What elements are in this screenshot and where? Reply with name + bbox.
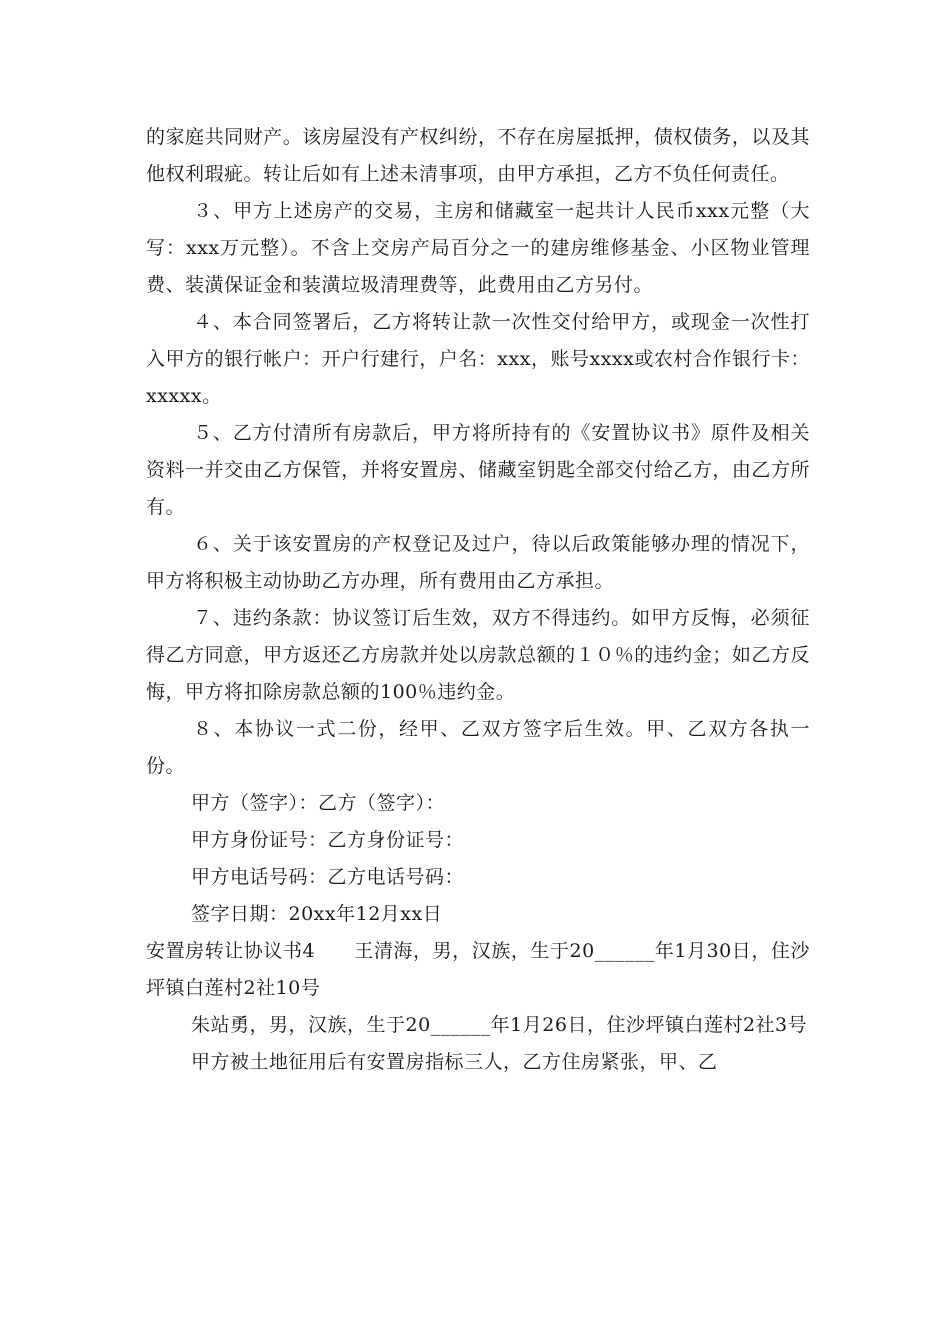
next-agreement-heading: 安置房转让协议书4 王清海，男，汉族，生于20______年1月30日，住沙坪镇白莲村2社10号 — [146, 940, 810, 999]
party-b-info: 朱站勇，男，汉族，生于20______年1月26日，住沙坪镇白莲村2社3号 — [191, 1014, 808, 1036]
document-body — [146, 119, 810, 1081]
signature-line-date: 签字日期：20xx年12月xx日 — [191, 903, 443, 925]
paragraph-background: 甲方被土地征用后有安置房指标三人，乙方住房紧张，甲、乙 — [191, 1051, 718, 1073]
paragraph-clause-6: ６、关于该安置房的产权登记及过户，待以后政策能够办理的情况下，甲方将积极主动协助乙方办理，所有费用由乙方承担。 — [146, 533, 810, 592]
paragraph-clause-7: ７、违约条款：协议签订后生效，双方不得违约。如甲方反悔，必须征得乙方同意，甲方返还乙方房款并处以房款总额的１０％的违约金；如乙方反悔，甲方将扣除房款总额的100％违约金。 — [146, 607, 810, 703]
paragraph-clause-4: ４、本合同签署后，乙方将转让款一次性交付给甲方，或现金一次性打入甲方的银行帐户：开户行建行，户名：xxx，账号xxxx或农村合作银行卡：xxxxx。 — [146, 311, 810, 407]
signature-line-party-sign: 甲方（签字）：乙方（签字）： — [191, 792, 446, 814]
paragraph-property-status: 的家庭共同财产。该房屋没有产权纠纷，不存在房屋抵押，债权债务，以及其他权利瑕疵。转让后如有上述未清事项，由甲方承担，乙方不负任何责任。 — [146, 126, 810, 185]
paragraph-clause-3: ３、甲方上述房产的交易，主房和储藏室一起共计人民币xxx元整（大写：xxx万元整）。不含上交房产局百分之一的建房维修基金、小区物业管理费、装潢保证金和装潢垃圾清理费等，此费用由乙方另付。 — [146, 200, 810, 296]
paragraph-clause-8: ８、本协议一式二份，经甲、乙双方签字后生效。甲、乙双方各执一份。 — [146, 718, 810, 777]
paragraph-clause-5: ５、乙方付清所有房款后，甲方将所持有的《安置协议书》原件及相关资料一并交由乙方保管，并将安置房、储藏室钥匙全部交付给乙方，由乙方所有。 — [146, 422, 810, 518]
signature-line-phone: 甲方电话号码：乙方电话号码： — [191, 866, 465, 888]
signature-line-id-number: 甲方身份证号：乙方身份证号： — [191, 829, 465, 851]
